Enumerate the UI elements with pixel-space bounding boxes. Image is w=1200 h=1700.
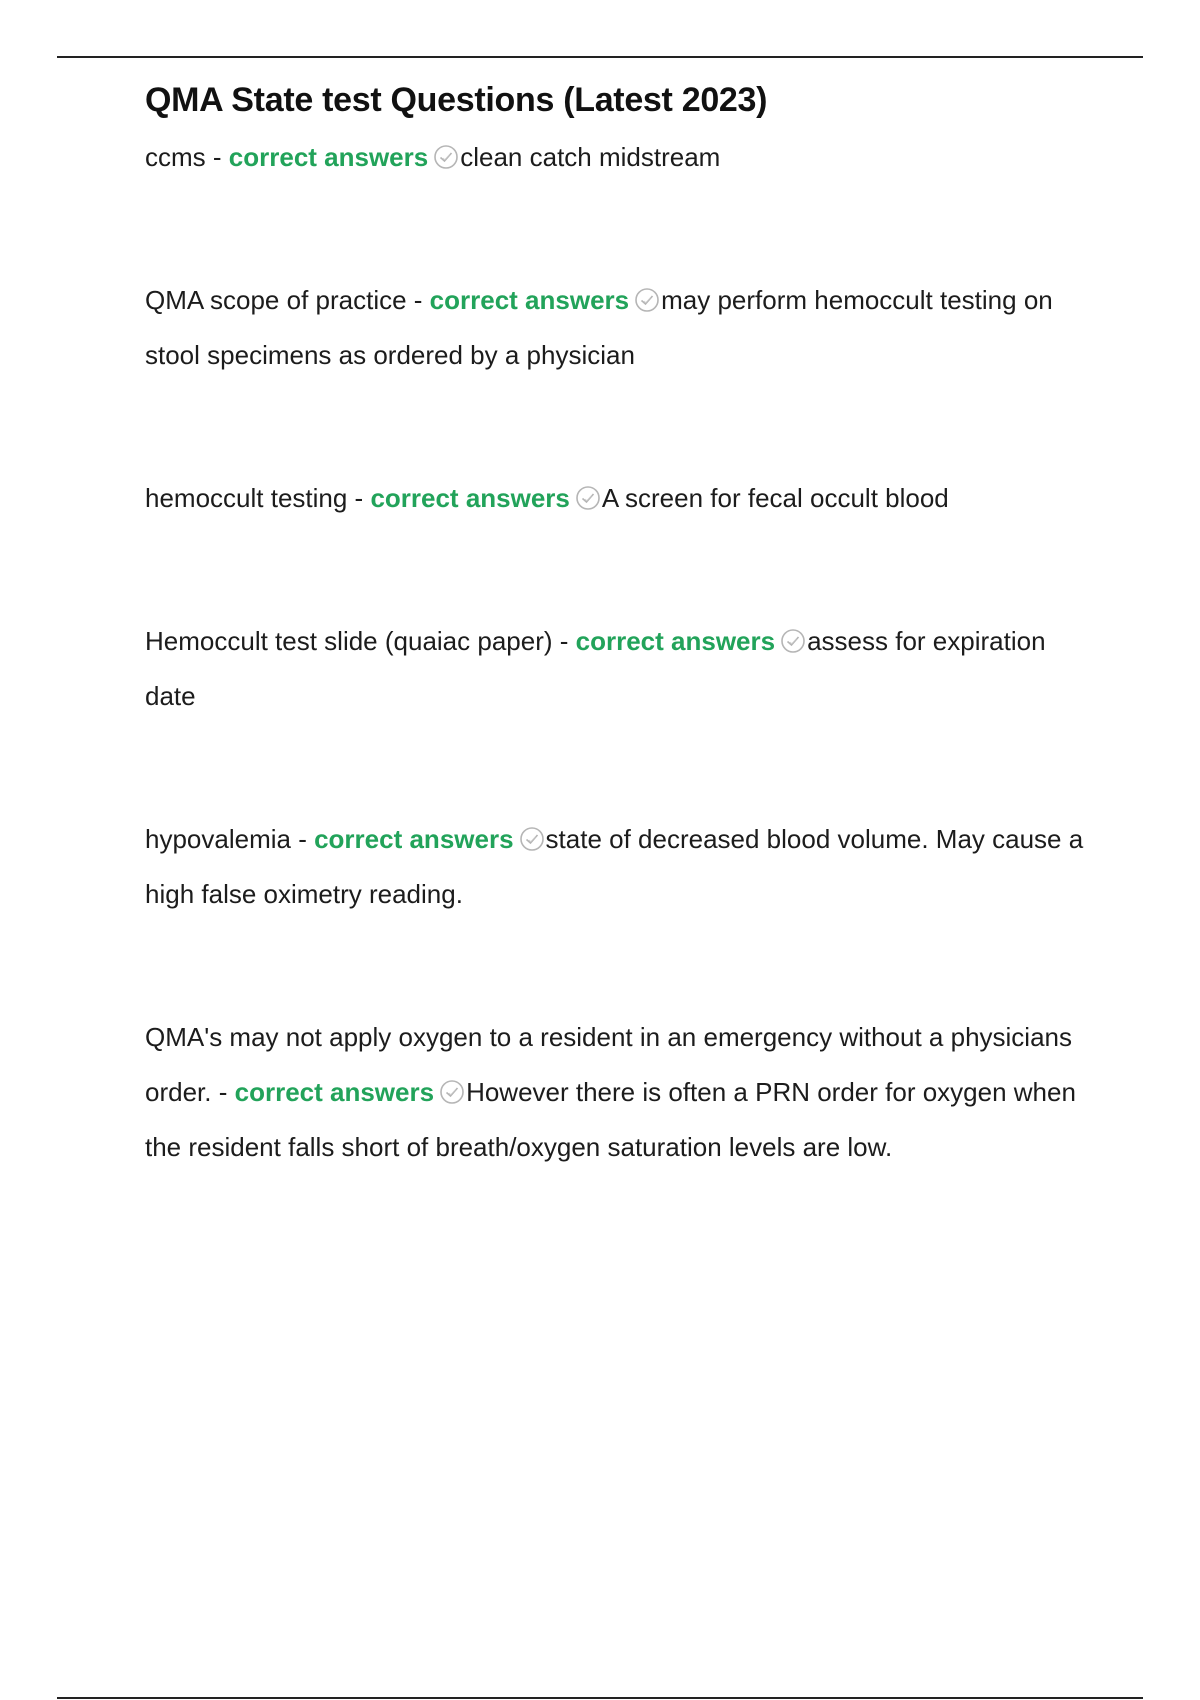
question-text: QMA scope of practice (145, 285, 407, 315)
check-circle-icon (634, 287, 660, 313)
question-text: Hemoccult test slide (quaiac paper) (145, 626, 553, 656)
top-rule (57, 56, 1143, 58)
correct-answers-label: correct answers (314, 824, 514, 854)
check-circle-icon (780, 628, 806, 654)
separator: - (406, 285, 430, 315)
separator: - (205, 142, 229, 172)
check-circle-icon (519, 826, 545, 852)
separator: - (211, 1077, 235, 1107)
answer-text: assess for expiration date (145, 626, 1046, 711)
question-text: hemoccult testing (145, 483, 348, 513)
document-body (145, 72, 1090, 1175)
question-text: ccms (145, 142, 206, 172)
qa-item (145, 130, 1090, 185)
correct-answers-label: correct answers (228, 142, 429, 172)
qa-item (145, 1010, 1090, 1175)
question-text: hypovalemia (145, 824, 291, 854)
answer-text: However there is often a PRN order for oxygen when the resident falls short of breath/oxygen saturation levels are low. (145, 1077, 1076, 1162)
check-circle-icon (439, 1079, 465, 1105)
answer-text: clean catch midstream (460, 142, 721, 172)
correct-answers-label: correct answers (429, 285, 630, 315)
correct-answers-label: correct answers (575, 626, 776, 656)
qa-item (145, 812, 1090, 922)
check-circle-icon (575, 485, 601, 511)
question-text: QMA's may not apply oxygen to a resident in an emergency without a physicians order. (145, 1022, 1072, 1107)
correct-answers-label: correct answers (234, 1077, 435, 1107)
answer-text: may perform hemoccult testing on stool specimens as ordered by a physician (145, 285, 1053, 370)
check-circle-icon (433, 144, 459, 170)
answer-text: A screen for fecal occult blood (601, 483, 949, 513)
qa-item (145, 273, 1090, 383)
correct-answers-label: correct answers (370, 483, 570, 513)
separator: - (290, 824, 315, 854)
separator: - (552, 626, 576, 656)
qa-item (145, 614, 1090, 724)
bottom-rule (57, 1697, 1143, 1699)
document-title: QMA State test Questions (Latest 2023) (145, 81, 768, 119)
separator: - (347, 483, 371, 513)
qa-item (145, 471, 1090, 526)
answer-text: state of decreased blood volume. May cause a high false oximetry reading. (145, 824, 1084, 909)
